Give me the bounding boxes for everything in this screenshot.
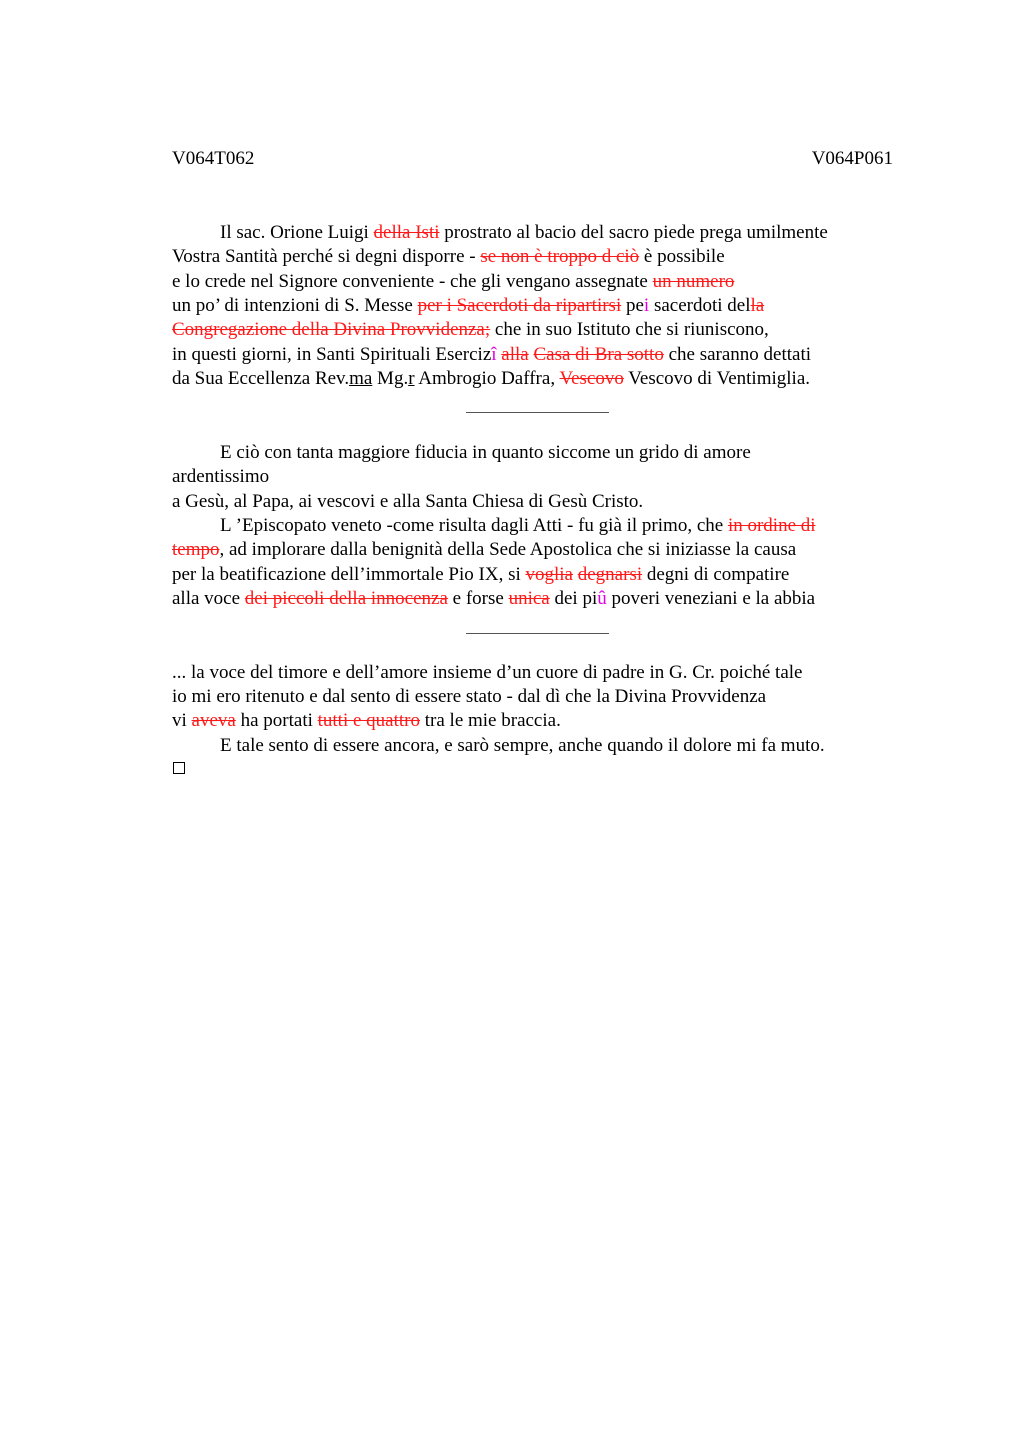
text-run: Vescovo di Ventimiglia. [623, 368, 810, 389]
p2-line-5 [172, 539, 796, 563]
text-run: e lo crede nel Signore conveniente - che gli vengano assegnate [172, 271, 653, 292]
text-run: Il sac. Orione Luigi [220, 222, 374, 243]
text-run: vi [172, 710, 192, 731]
deleted-text: alla [501, 344, 529, 365]
text-run: che saranno dettati [663, 344, 812, 365]
text-run: , ad implorare dalla benignità della Sede Apostolica che si iniziasse la causa [219, 539, 797, 560]
section-divider [466, 412, 609, 413]
deleted-text: un numero [652, 271, 735, 292]
p2-line-6 [172, 564, 789, 588]
p1-line-7 [172, 368, 810, 392]
text-run: ha portati [235, 710, 318, 731]
text-run: pe [621, 295, 644, 316]
deleted-text: voglia [525, 564, 573, 585]
text-run: per la beatificazione dell’immortale Pio IX, si [172, 564, 526, 585]
section-divider [466, 633, 609, 634]
p1-line-6 [172, 344, 811, 368]
deleted-text: aveva [191, 710, 236, 731]
deleted-text: tempo [172, 539, 220, 560]
deleted-text: se non è troppo d ciò [480, 246, 640, 267]
text-run: un po’ di intenzioni di S. Messe [172, 295, 418, 316]
inserted-text: û [597, 588, 607, 609]
p2-line-2: ardentissimo [172, 466, 270, 487]
text-run: è possibile [639, 246, 725, 267]
text-run: da Sua Eccellenza Rev. [172, 368, 350, 389]
document-code-right: V064P061 [811, 148, 893, 169]
inserted-text: i [643, 295, 650, 316]
deleted-text: per i Sacerdoti da ripartirsi [417, 295, 622, 316]
p1-line-3 [172, 271, 734, 295]
deleted-text: della Isti [373, 222, 440, 243]
p2-line-1: E ciò con tanta maggiore fiducia in quanto siccome un grido di amore [220, 442, 751, 463]
deleted-text: degnarsi [577, 564, 643, 585]
deleted-text: Vescovo [559, 368, 624, 389]
p3-line-2: io mi ero ritenuto e dal sento di essere stato - dal dì che la Divina Provvidenza [172, 686, 767, 707]
text-run: Vostra Santità perché si degni disporre - [172, 246, 481, 267]
deleted-text: unica [508, 588, 550, 609]
underlined-text: r [408, 368, 415, 389]
p3-line-4: E tale sento di essere ancora, e sarò sempre, anche quando il dolore mi fa muto. [220, 735, 825, 756]
underlined-text: ma [349, 368, 373, 389]
deleted-text: dei piccoli della innocenza [244, 588, 448, 609]
text-run: poveri veneziani e la abbia [606, 588, 816, 609]
text-run: che in suo Istituto che si riuniscono, [490, 319, 769, 340]
document-code-left: V064T062 [172, 148, 255, 169]
text-run: Mg. [372, 368, 409, 389]
deleted-text: in ordine di [727, 515, 816, 536]
text-run: prostrato al bacio del sacro piede prega umilmente [439, 222, 828, 243]
text-run: e forse [447, 588, 509, 609]
text-run: Ambrogio Daffra, [414, 368, 560, 389]
inserted-text: î [491, 344, 497, 365]
text-run: alla voce [172, 588, 245, 609]
deleted-text: Casa di Bra sotto [533, 344, 664, 365]
p2-line-7 [172, 588, 815, 612]
text-run: dei pi [549, 588, 598, 609]
p3-line-3 [172, 710, 561, 734]
p2-line-3: a Gesù, al Papa, ai vescovi e alla Santa Chiesa di Gesù Cristo. [172, 491, 644, 512]
p3-line-1: ... la voce del timore e dell’amore insieme d’un cuore di padre in G. Cr. poiché tale [172, 662, 803, 683]
text-run: in questi giorni, in Santi Spirituali Eserciz [172, 344, 492, 365]
deleted-text: la [750, 295, 765, 316]
p1-line-5 [172, 319, 769, 343]
p2-line-4 [220, 515, 816, 539]
text-run: degni di compatire [642, 564, 790, 585]
text-run: sacerdoti del [649, 295, 751, 316]
text-run: tra le mie braccia. [420, 710, 561, 731]
deleted-text: Congregazione della Divina Provvidenza; [172, 319, 491, 340]
deleted-text: tutti e quattro [317, 710, 420, 731]
text-run: L ’Episcopato veneto -come risulta dagli Atti - fu già il primo, che [220, 515, 728, 536]
p1-line-1 [220, 222, 828, 246]
p1-line-4 [172, 295, 764, 319]
p1-line-2 [172, 246, 725, 270]
square-box-icon [173, 762, 185, 774]
